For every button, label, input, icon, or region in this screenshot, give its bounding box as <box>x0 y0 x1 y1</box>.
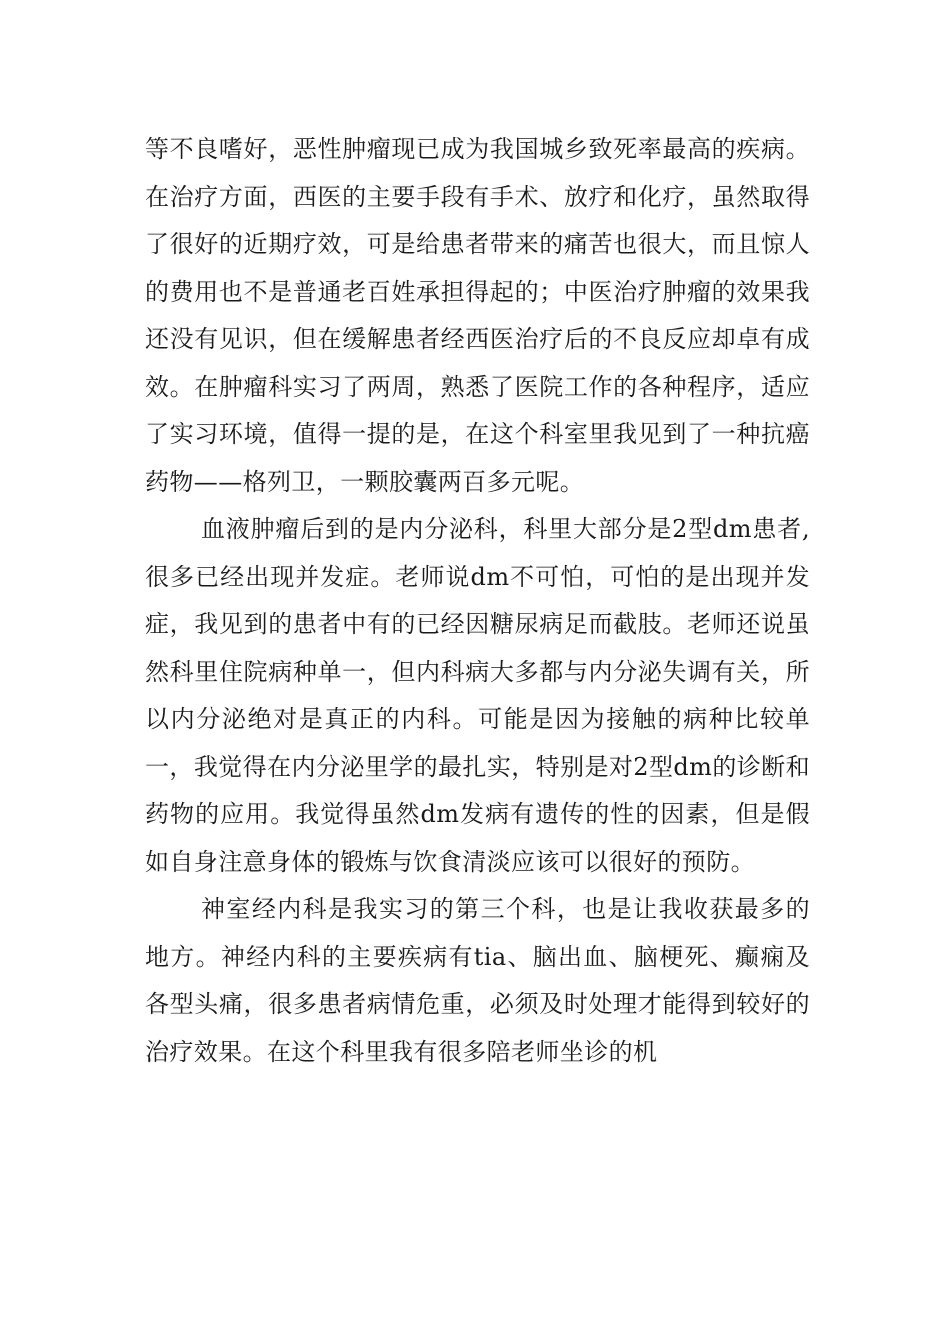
paragraph-2: 血液肿瘤后到的是内分泌科，科里大部分是2型dm患者,很多已经出现并发症。老师说dm不可怕，可怕的是出现并发症，我见到的患者中有的已经因糖尿病足而截肢。老师还说虽然科里住院病种单一，但内科病大多都与内分泌失调有关，所以内分泌绝对是真正的内科。可能是因为接触的病种比较单一，我觉得在内分泌里学的最扎实，特别是对2型dm的诊断和药物的应用。我觉得虽然dm发病有遗传的性的因素，但是假如自身注意身体的锻炼与饮食清淡应该可以很好的预防。 <box>145 515 810 876</box>
paragraph-1: 等不良嗜好，恶性肿瘤现已成为我国城乡致死率最高的疾病。在治疗方面，西医的主要手段有手术、放疗和化疗，虽然取得了很好的近期疗效，可是给患者带来的痛苦也很大，而且惊人的费用也不是普通老百姓承担得起的；中医治疗肿瘤的效果我还没有见识，但在缓解患者经西医治疗后的不良反应却卓有成效。在肿瘤科实习了两周，熟悉了医院工作的各种程序，适应了实习环境，值得一提的是，在这个科室里我见到了一种抗癌药物——格列卫，一颗胶囊两百多元呢。 <box>145 135 810 496</box>
document-body <box>145 126 810 1076</box>
paragraph-3: 神室经内科是我实习的第三个科，也是让我收获最多的地方。神经内科的主要疾病有tia、脑出血、脑梗死、癫痫及各型头痛，很多患者病情危重，必须及时处理才能得到较好的治疗效果。在这个科里我有很多陪老师坐诊的机 <box>145 895 810 1066</box>
